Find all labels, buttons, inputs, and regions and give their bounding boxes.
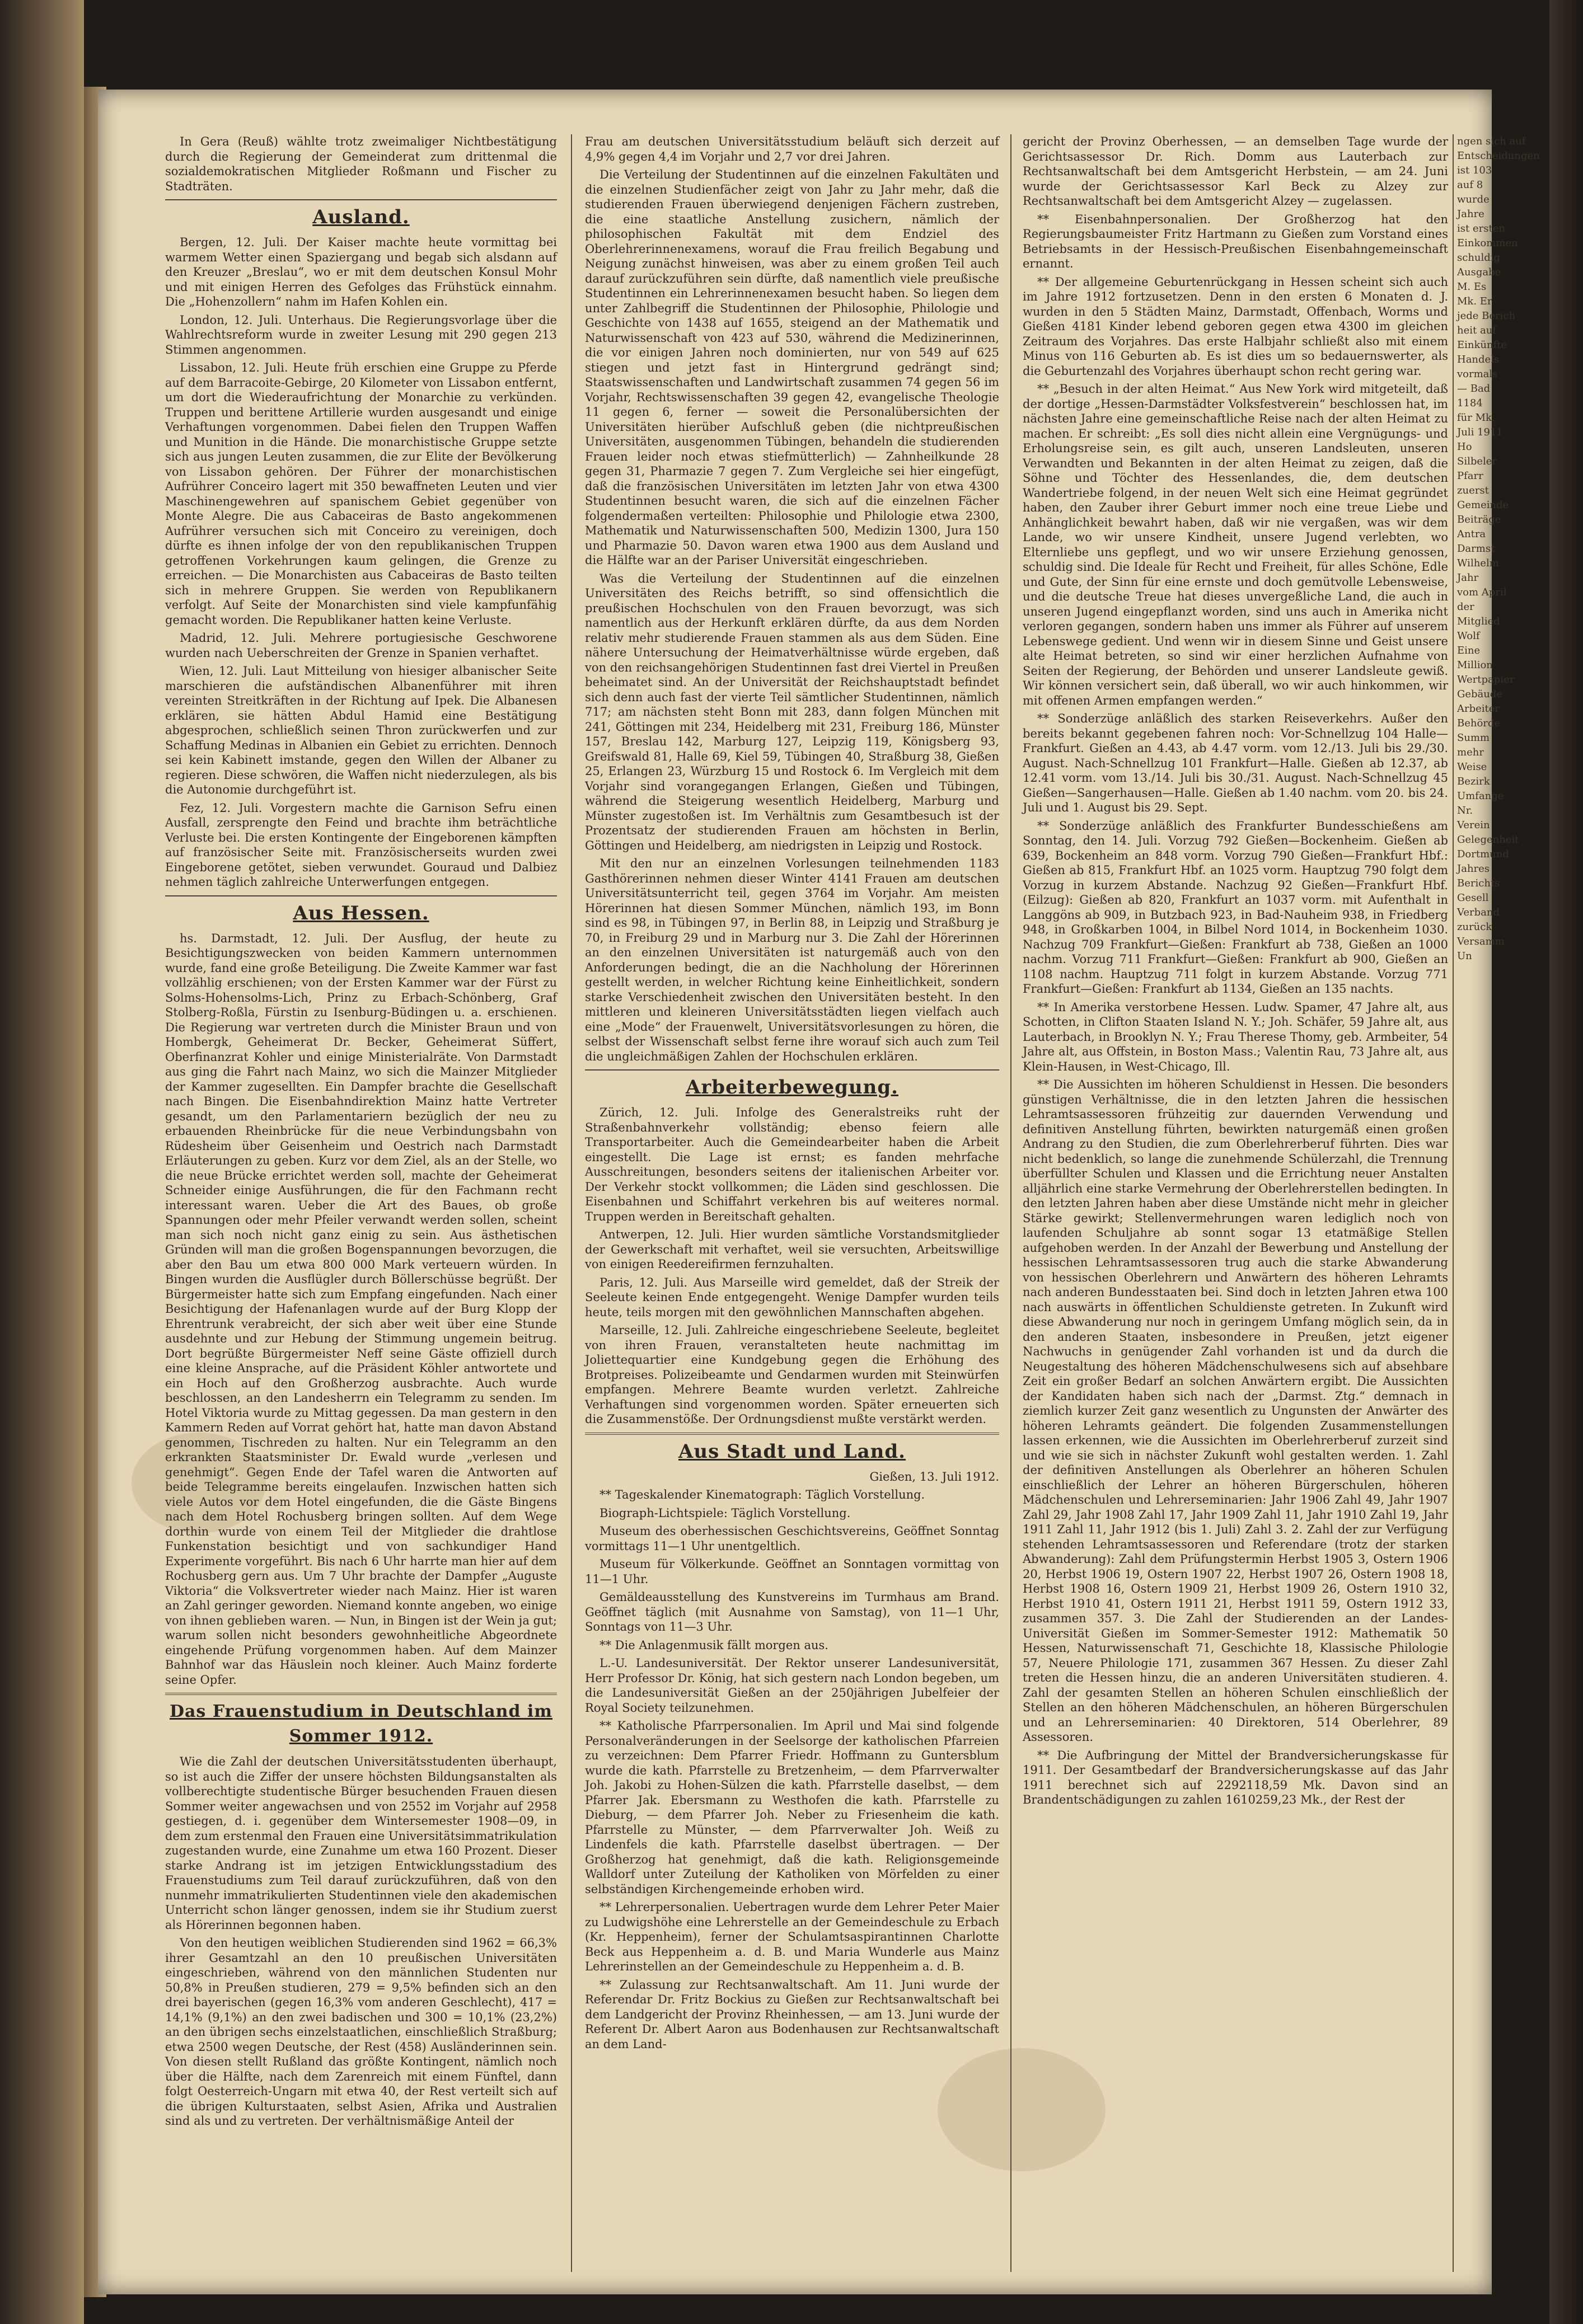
adjacent-page-line: Pfarr xyxy=(1457,470,1483,482)
adjacent-page-line: Wilhelm xyxy=(1457,557,1499,569)
news-item: ** Tageskalender Kinematograph: Täglich Vorstellung. xyxy=(600,1488,925,1501)
adjacent-page-line: Weise xyxy=(1457,761,1487,773)
section-rule xyxy=(585,1069,999,1071)
adjacent-page-line: heit auf xyxy=(1457,325,1496,336)
adjacent-page-line: wurde xyxy=(1457,194,1490,205)
adjacent-page-line: der xyxy=(1457,601,1474,613)
section-heading-stadt-und-land: Aus Stadt und Land. xyxy=(678,1440,906,1463)
news-item: ** Katholische Pfarrpersonalien. Im April und Mai sind folgende Personalveränderungen in der Seelsorge der katholischen Pfarreien zu verzeichnen: Dem Pfarrer Friedr. Hoffmann zu Guntersblum wurde die kath. Pfarrstelle zu Bretzenheim, — dem Pfarrverwalter Joh. Jakobi zu Hohen-Sülzen die kath. Pfarrstelle daselbst, — dem Pfarrer Jak. Ebersmann zu Westhofen die kath. Pfarrstelle zu Dieburg, — dem Pfarrer Joh. Neber zu Friesenheim die kath. Pfarrstelle zu Münster, — dem Pfarrverwalter Joh. Weiß zu Lindenfels die kath. Pfarrstelle daselbst übertragen. — Der Großherzog hat genehmigt, daß die kath. Religionsgemeinde Walldorf unter Zuteilung der Katholiken von Mörfelden zu einer selbständigen Kirchengemeinde erhoben wird. xyxy=(585,1719,999,1896)
adjacent-page-line: Gesell xyxy=(1457,892,1489,904)
article-paragraph: Die Verteilung der Studentinnen auf die einzelnen Fakultäten und die einzelnen Studienfächer zeigt von Jahr zu Jahr mehr, daß die studierenden Frauen überwiegend denjenigen Fächern zustreben, die eine staatliche Anstellung zusichern, nämlich der philosophischen Fakultät mit dem Endziel des Oberlehrerinnenexamens, worauf die Frau freilich Begabung und Neigung zunächst hinweisen, was aber zu einem großen Teil auch darauf zurückzuführen sein dürfte, daß namentlich viele preußische Studentinnen ein Lehrerinnenexamen besucht haben. So liegen dem unter Zahlbegriff die Studentinnen der Philosophie, Philologie und Geschichte von 1438 auf 1655, steigend an der Mathematik und Naturwissenschaft von 423 auf 530, während die Medizinerinnen, die vor einigen Jahren noch dominierten, nur von 549 auf 625 stiegen und jetzt fast in Hintergrund gedrängt sind; Staatswissenschaften und Landwirtschaft zusammen 74 gegen 56 im Vorjahr, Rechtswissenschaften 39 gegen 42, evangelische Theologie 11 gegen 6, ferner — soweit die Personalübersichten der Universitäten hierüber Aufschluß geben (die nichtpreußischen Universitäten, ausgenommen Tübingen, behandeln die studierenden Frauen leider noch etwas stiefmütterlich) — Zahnheilkunde 28 gegen 31, Pharmazie 7 gegen 7. Zum Vergleiche sei hier eingefügt, daß die französischen Universitäten im letzten Jahr von etwa 4300 Studentinnen besucht waren, die sich auf die einzelnen Fächer folgendermaßen verteilten: Philosophie und Philologie etwa 2300, Mathematik und Naturwissenschaften 500, Medizin 1300, Jura 150 und Pharmazie 50. Davon waren etwa 1900 aus dem Ausland und die Hälfte war an der Pariser Universität eingeschrieben. xyxy=(585,168,999,567)
adjacent-page-line: zurück xyxy=(1457,921,1492,933)
adjacent-page-line: vormals xyxy=(1457,368,1498,380)
news-item: ** In Amerika verstorbene Hessen. Ludw. Spamer, 47 Jahre alt, aus Schotten, in Clifton Staaten Island N. Y.; Joh. Schäfer, 59 Jahre alt, aus Lauterbach, in Brooklyn N. Y.; Frau Therese Thomy, geb. Armbeiter, 54 Jahre alt, aus Offstein, in Boston Mass.; Valentin Rau, 73 Jahre alt, aus Klein-Hausen, in West-Chicago, Ill. xyxy=(1023,1000,1448,1073)
adjacent-page-line: Summ xyxy=(1457,732,1490,744)
news-item: Fez, 12. Juli. Vorgestern machte die Garnison Sefru einen Ausfall, zersprengte den Feind und brachte ihm beträchtliche Verluste bei. Die ersten Kontingente der Eingeborenen kämpften auf französischer Seite mit. Französischerseits wurden zwei Eingeborene getötet, sieben verwundet. Gouraud und Dalbiez nehmen täglich zahlreiche Unterwerfungen entgegen. xyxy=(165,801,557,889)
adjacent-page-line: Antra xyxy=(1457,528,1486,540)
news-item: ** Der allgemeine Geburtenrückgang in Hessen scheint sich auch im Jahre 1912 fortzusetzen. Denn in den ersten 6 Monaten d. J. wurden in den 5 Städten Mainz, Darmstadt, Offenbach, Worms und Gießen 4181 Kinder lebend geboren gegen etwa 4300 im gleichen Zeitraum des Vorjahres. Das erste Halbjahr schließt also mit einem Minus von 116 Geburten ab. Es ist dies um so bedauernswerter, als die Geburtenzahl des Vorjahres überhaupt schon recht gering war. xyxy=(1023,275,1448,378)
adjacent-page-line: ngen sich auf xyxy=(1457,135,1526,147)
adjacent-page-line: Entscheidungen xyxy=(1457,150,1540,162)
news-item: Marseille, 12. Juli. Zahlreiche eingeschriebene Seeleute, begleitet von ihren Frauen, veranstalteten heute nachmittag im Joliettequartier eine Kundgebung gegen die Erhöhung des Brotpreises. Polizeibeamte und Gendarmen wurden mit Steinwürfen empfangen. Mehrere Beamte wurden verletzt. Zahlreiche Verhaftungen sind vorgenommen worden. Später erneuerten sich die Zusammenstöße. Der Ordnungsdienst mußte verstärkt werden. xyxy=(585,1323,999,1426)
adjacent-page-line: ist 103 xyxy=(1457,165,1492,176)
adjacent-page-line: Un xyxy=(1457,950,1472,962)
news-item: Bergen, 12. Juli. Der Kaiser machte heute vormittag bei warmem Wetter einen Spaziergang und begab sich alsdann auf den Kreuzer „Breslau“, wo er mit dem deutschen Konsul Mohr und mit einigen Herren des Gefolges das Frühstück einnahm. Die „Hohenzollern“ nahm im Hafen Kohlen ein. xyxy=(165,236,557,308)
news-item: ** Lehrerpersonalien. Uebertragen wurde dem Lehrer Peter Maier zu Ludwigshöhe eine Lehrerstelle an der Gemeindeschule zu Erbach (Kr. Heppenheim), ferner der Schulamtsaspirantinnen Charlotte Beck aus Heppenheim a. d. B. und Maria Wunderle aus Mainz Lehrerinstellen an der Gemeindeschule zu Heppenheim a. d. B. xyxy=(585,1900,999,1973)
column-rule xyxy=(1010,134,1011,2272)
column-3 xyxy=(1023,134,1448,1811)
news-item: L.-U. Landesuniversität. Der Rektor unserer Landesuniversität, Herr Professor Dr. König, hat sich gestern nach London begeben, um die Landesuniversität Gießen an der 250jährigen Jubelfeier der Royal Society teilzunehmen. xyxy=(585,1656,999,1715)
adjacent-page-line: Versamm xyxy=(1457,936,1505,947)
newspaper-page xyxy=(98,90,1540,2294)
article-paragraph: Mit den nur an einzelnen Vorlesungen teilnehmenden 1183 Gasthörerinnen nehmen dieser Winter 4141 Frauen am deutschen Universitätsunterricht teil, gegen 3764 im Vorjahr. Am meisten Hörerinnen hat diesen Sommer München, nämlich 193, im Bonn sind es 98, in Tübingen 97, in Berlin 88, in Leipzig und Straßburg je 70, in Freiburg 29 und in Marburg nur 3. Die Zahl der Hörerinnen an den einzelnen Universitäten ist naturgemäß auch von den Anforderungen bedingt, die an die Nachholung der Hörerinnen gestellt werden, in welcher Richtung keine Einheitlichkeit, sondern starke Verschiedenheit zwischen den Universitäten besteht. In den mittleren und kleineren Universitätsstädten liegen vielfach auch eine „Mode“ der Frauenwelt, Universitätsvorlesungen zu hören, die selbst der Wissenschaft selbst ferne ihre worauf sich auch zum Teil die ungleichmäßigen Zahlen der Hochschulen erklären. xyxy=(585,857,999,1063)
news-item: Zürich, 12. Juli. Infolge des Generalstreiks ruht der Straßenbahnverkehr vollständig; ebenso feiern alle Transportarbeiter. Auch die Gemeindearbeiter haben die Arbeit eingestellt. Die Lage ist ernst; es fanden mehrfache Ausschreitungen, besonders seitens der italienischen Arbeiter vor. Der Verkehr stockt vollkommen; die Läden sind geschlossen. Die Eisenbahnen und Schiffahrt verkehren bis auf weiteres normal. Truppen werden in Bereitschaft gehalten. xyxy=(585,1106,999,1223)
adjacent-page-line: Gebäude xyxy=(1457,688,1503,700)
news-item: ** Die Aussichten im höheren Schuldienst in Hessen. Die besonders günstigen Verhältnisse, die in den letzten Jahren die hessischen Lehramtsassessoren frühzeitig zur dauernden Verwendung und definitiven Anstellung führten, bewirkten naturgemäß einen großen Andrang zu den Studien, die zum Oberlehrerberuf führten. Dies war nicht bedenklich, so lange die zunehmende Schülerzahl, die Trennung überfüllter Schulen und Klassen und die Errichtung neuer Anstalten alljährlich eine starke Vermehrung der Oberlehrerstellen bedingten. In den letzten Jahren haben aber diese Umstände nicht mehr in gleicher Stärke gewirkt; Stellenvermehrungen waren lediglich noch von laufenden Schuljahre ab sonnt sogar 13 etatmäßige Stellen aufgehoben werden. In der Anzahl der Bewerbung und Anstellung der hessischen Lehramtsassessoren trug auch die starke Abwanderung von hessischen Oberlehrern und Anwärtern des höheren Lehramts nach anderen Bundesstaaten bei. Sind doch in letzten Jahren etwa 100 nach auswärts in öffentlichen Schuldienste getreten. In Zukunft wird diese Abwanderung nur noch in geringem Umfang möglich sein, da in den anderen Staaten, insbesondere in Preußen, jetzt eigener Nachwuchs in genügender Zahl vorhanden ist und da durch die Neugestaltung des höheren Mädchenschulwesens sich auf absehbare Zeit ein großer Bedarf an solchen Anwärtern ergibt. Die Aussichten der Kandidaten haben sich nach der „Darmst. Ztg.“ demnach in ziemlich kurzer Zeit ganz wesentlich zu Ungunsten der Anwärter des höheren Lehramts geändert. Die folgenden Zusammenstellungen lassen erkennen, wie die Aussichten im Oberlehrerberuf zurzeit sind und wie sie sich in nächster Zukunft wohl gestalten werden. 1. Zahl der definitiven Anstellungen als Oberlehrer an höheren Schulen einschließlich der Lehrer an höheren Bürgerschulen, höheren Mädchenschulen und Lehrerseminarien: Jahr 1906 Zahl 49, Jahr 1907 Zahl 29, Jahr 1908 Zahl 17, Jahr 1909 Zahl 11, Jahr 1910 Zahl 19, Jahr 1911 Zahl 11, Jahr 1912 (bis 1. Juli) Zahl 3. 2. Zahl der zur Verfügung stehenden Lehramtsassessoren und Referendare (trotz der starken Abwanderung): Zahl dem Prüfungstermin Herbst 1905 3, Ostern 1906 20, Herbst 1906 19, Ostern 1907 22, Herbst 1907 26, Ostern 1908 18, Herbst 1908 16, Ostern 1909 21, Herbst 1909 26, Ostern 1910 32, Herbst 1910 41, Ostern 1911 21, Herbst 1911 59, Ostern 1912 33, zusammen 357. 3. Die Zahl der Studierenden an der Landes-Universität Gießen im Sommer-Semester 1912: Mathematik 50 Hessen, Naturwissenschaft 71, Geschichte 18, Klassische Philologie 57, Neuere Philologie 171, zusammen 367 Hessen. Zu dieser Zahl treten die Hessen hinzu, die an anderen Universitäten studieren. 4. Zahl der gesamten Stellen an höheren Schulen einschließlich der Stellen an den höheren Mädchenschulen, an höheren Bürgerschulen und an Lehrerseminarien: 40 Direktoren, 514 Oberlehrer, 89 Assessoren. xyxy=(1023,1078,1448,1744)
adjacent-page-line: Dortmund xyxy=(1457,848,1509,860)
adjacent-page-line: Gemeinde xyxy=(1457,499,1509,511)
news-item: Museum des oberhessischen Geschichtsvereins, Geöffnet Sonntag vormittags 11—1 Uhr unentgeltlich. xyxy=(585,1524,999,1553)
intro-paragraph: In Gera (Reuß) wählte trotz zweimaliger Nichtbestätigung durch die Regierung der Gemeinderat zum drittenmal die sozialdemokratischen Mitglieder Roßmann und Fischer zu Stadträten. xyxy=(165,135,557,193)
news-item: Antwerpen, 12. Juli. Hier wurden sämtliche Vorstandsmitglieder der Gewerkschaft mit verhaftet, weil sie versuchten, Arbeitswillige von einigen Reedereifirmen fernzuhalten. xyxy=(585,1228,999,1271)
adjacent-page-line: mehr xyxy=(1457,747,1484,758)
adjacent-page-line: Silbeler xyxy=(1457,456,1497,467)
section-heading-ausland: Ausland. xyxy=(312,206,410,228)
article-paragraph: Frau am deutschen Universitätsstudium beläuft sich derzeit auf 4,9% gegen 4,4 im Vorjahr und 2,7 vor drei Jahren. xyxy=(585,135,999,163)
adjacent-page-line: M. Es xyxy=(1457,281,1487,293)
adjacent-page-line: auf 8 xyxy=(1457,179,1483,191)
news-item: Lissabon, 12. Juli. Heute früh erschien eine Gruppe zu Pferde auf dem Barracoite-Gebirge, 20 Kilometer von Lissabon entfernt, um dort die Wiederaufrichtung der Monarchie zu verkünden. Truppen und berittene Artillerie wurden ausgesandt und einige Verhaftungen vorgenommen. Dabei fielen den Truppen Waffen und Munition in die Hände. Die monarchistische Gruppe setzte sich aus jungen Leuten zusammen, die zur Elite der Bevölkerung von Lissabon gehören. Der Führer der monarchistischen Aufrührer Conceiro lagert mit 350 bewaffneten Leuten und vier Maschinengewehren auf spanischem Gebiet gegenüber von Monte Alegre. Die aus Cabaceiras de Basto angekommenen Aufrührer versuchen sich mit Conceiro zu vereinigen, doch dürfte es ihnen infolge der von den republikanischen Truppen getroffenen Vorkehrungen kaum gelingen, die Grenze zu erreichen. — Die Monarchisten aus Cabaceiras de Basto teilten sich in mehrere Gruppen. Sie werden von Republikanern verfolgt. Auf Seite der Monarchisten sind viele kampfunfähig gemacht worden. Die Republikaner hatten keine Verluste. xyxy=(165,361,557,627)
adjacent-page-line: Verein xyxy=(1457,819,1490,831)
column-rule xyxy=(571,134,572,2272)
adjacent-page-line: Jahre xyxy=(1457,208,1484,220)
adjacent-page-line: ist ersten xyxy=(1457,223,1505,234)
news-item: London, 12. Juli. Unterhaus. Die Regierungsvorlage über die Wahlrechtsreform wurde in zweiter Lesung mit 290 gegen 213 Stimmen angenommen. xyxy=(165,313,557,356)
adjacent-page-line: vom April xyxy=(1457,586,1507,598)
adjacent-page-line: Ausgabe xyxy=(1457,266,1501,278)
section-rule xyxy=(165,199,557,200)
adjacent-page-line: Berichts xyxy=(1457,877,1500,889)
adjacent-page-line: für Mk. xyxy=(1457,412,1495,424)
adjacent-page-line: Juli 1911 xyxy=(1457,426,1503,438)
news-item: ** Eisenbahnpersonalien. Der Großherzog hat den Regierungsbaumeister Fritz Hartmann zu Gießen zum Vorstand eines Betriebsamts in der Hessisch-Preußischen Eisenbahngemeinschaft ernannt. xyxy=(1023,212,1448,270)
news-item: ** Sonderzüge anläßlich des Frankfurter Bundesschießens am Sonntag, den 14. Juli. Vorzug 792 Gießen—Bockenheim. Gießen ab 639, Bockenheim an 848 vorm. Vorzug 790 Gießen—Frankfurt Hbf.: Gießen ab 815, Frankfurt Hbf. an 1025 vorm. Hauptzug 790 folgt dem Vorzug in kurzem Abstande. Nachzug 92 Gießen—Frankfurt Hbf. (Eilzug): Gießen ab 820, Frankfurt an 1037 vorm. mit Aufenthalt in Langgöns ab 909, in Butzbach 923, in Bad-Nauheim 938, in Friedberg 948, in Großkarben 1004, in Bilbel Nord 1014, in Bockenheim 1030. Nachzug 709 Frankfurt—Gießen: Frankfurt ab 738, Gießen an 1000 nachm. Vorzug 711 Frankfurt—Gießen: Frankfurt ab 900, Gießen an 1108 nachm. Hauptzug 711 folgt in kurzem Abstande. Vorzug 771 Frankfurt—Gießen: Frankfurt ab 1134, Gießen an 135 nachts. xyxy=(1023,819,1448,996)
adjacent-page-line: Ho xyxy=(1457,441,1472,453)
section-rule xyxy=(585,1433,999,1435)
adjacent-page-strip xyxy=(1453,134,1540,2272)
adjacent-page-line: Bezirk xyxy=(1457,776,1490,787)
adjacent-page-line: Verband xyxy=(1457,907,1500,918)
adjacent-page-line: 1184 xyxy=(1457,397,1483,409)
news-item: ** Zulassung zur Rechtsanwaltschaft. Am 11. Juni wurde der Referendar Dr. Fritz Bockius zu Gießen zur Rechtsanwaltschaft bei dem Landgericht der Provinz Rheinhessen, — am 13. Juni wurde der Referent Dr. Albert Aaron aus Bodenhausen zur Rechtsanwaltschaft an dem Land- xyxy=(585,1978,999,2051)
article-heading-frauenstudium: Das Frauenstudium in Deutschland im Sommer 1912. xyxy=(169,1702,553,1746)
adjacent-page-line: Mitglied xyxy=(1457,616,1500,627)
adjacent-page-line: schuldig xyxy=(1457,252,1501,264)
dateline: Gießen, 13. Juli 1912. xyxy=(869,1469,999,1483)
scan-background-right xyxy=(1549,0,1583,2324)
adjacent-page-line: Umfange xyxy=(1457,790,1504,802)
news-item: gericht der Provinz Oberhessen, — an demselben Tage wurde der Gerichtsassessor Dr. Rich. Domm aus Lauterbach zur Rechtsanwaltschaft bei dem Amtsgericht Herbstein, — am 24. Juni wurde der Gerichtsassessor Karl Beck zu Alzey zur Rechtsanwaltschaft bei dem Amtsgericht Alzey — zugelassen. xyxy=(1023,135,1448,208)
column-2 xyxy=(585,134,999,2055)
adjacent-page-line: Eine xyxy=(1457,645,1481,656)
article-paragraph: Wie die Zahl der deutschen Universitätsstudenten überhaupt, so ist auch die Ziffer der unsere höchsten Bildungsanstalten als vollberechtigte studentische Bürger besuchenden Frauen diesen Sommer weiter angewachsen und von 2552 im Vorjahr auf 2958 gestiegen, d. i. gegenüber dem Wintersemester 1908—09, in dem zum erstenmal den Frauen eine Universitätsimmatrikulation zugestanden wurde, eine Zunahme um etwa 160 Prozent. Dieser starke Andrang ist im jetzigen Entwicklungsstadium des Frauenstudiums zum Teil darauf zurückzuführen, daß von den nunmehr immatrikulierten Studentinnen viele den akademischen Unterricht schon länger genossen, indem sie ihr Studium zuerst als Hörerinnen begonnen haben. xyxy=(165,1755,557,1932)
adjacent-page-line: Handels xyxy=(1457,354,1500,365)
adjacent-page-line: Darmst xyxy=(1457,543,1495,555)
news-item: hs. Darmstadt, 12. Juli. Der Ausflug, der heute zu Besichtigungszwecken von beiden Kammern unternommen wurde, fand eine große Beteiligung. Die Zweite Kammer war fast vollzählig erschienen; von der Ersten Kammer war der Fürst zu Solms-Hohensolms-Lich, Prinz zu Erbach-Schönberg, Graf Stolberg-Roßla, Fürstin zu Isenburg-Büdingen u. a. erschienen. Die Regierung war vertreten durch die Minister Braun und von Hombergk, Geheimerat Dr. Becker, Geheimerat Süffert, Oberfinanzrat Kohler und einige Ministerialräte. Von Darmstadt aus ging die Fahrt nach Mainz, wo sich die Mainzer Mitglieder der Kammer zugesellten. Ein Dampfer brachte die Gesellschaft nach Bingen. Die Eisenbahndirektion Mainz hatte Vertreter gesandt, um den Parlamentariern bezüglich der neu zu erbauenden Rheinbrücke für die neue Verbindungsbahn von Rüdesheim über Geisenheim und Oestrich nach Darmstadt Erläuterungen zu geben. Kurz vor dem Ziel, als an der Stelle, wo die neue Brücke errichtet werden soll, machte der Geheimerat Schneider einige Ausführungen, die für den Fachmann recht interessant waren. Ueber die Art des Baues, ob große Spannungen oder mehr Pfeiler verwandt werden sollen, scheint man sich noch nicht ganz einig zu sein. Aus ästhetischen Gründen will man die großen Bogenspannungen bevorzugen, die aber den Bau um etwa 800 000 Mark verteuern würden. In Bingen wurden die Ausflügler durch Böllerschüsse begrüßt. Der Bürgermeister hatte sich zum Empfang eingefunden. Nach einer Besichtigung der Hafenanlagen wurde auf der Burg Klopp der Ehrentrunk verabreicht, der sich aber weit über eine Stunde ausdehnte und zur Hebung der Stimmung ungemein beitrug. Dort begrüßte Bürgermeister Neff seine Gäste offiziell durch eine kleine Ansprache, auf die Präsident Köhler antwortete und ein Hoch auf den Großherzog ausbrachte. Auch wurde beschlossen, an den Landesherrn ein Telegramm zu senden. Im Hotel Viktoria wurde zu Mittag gegessen. Da man gestern in den Kammern Reden auf Vorrat gehört hat, hatte man davon Abstand genommen, Tischreden zu halten. Nur ein Telegramm an den erkrankten Staatsminister Dr. Ewald wurde „verlesen und genehmigt“. Gegen Ende der Tafel waren die Antworten auf beide Telegramme bereits eingelaufen. Inzwischen hatten sich viele Autos vor dem Hotel eingefunden, die die Gäste Bingens nach dem Hotel Rochusberg bringen sollten. Auf dem Wege dorthin wurde von einem Teil der Mitglieder die drahtlose Funkenstation besichtigt und von sachkundiger Hand Experimente vorgeführt. Bis nach 6 Uhr harrte man hier auf dem Rochusberg gern aus. Um 7 Uhr brachte der Dampfer „Auguste Viktoria“ die Volksvertreter wieder nach Mainz. Hier ist waren an Zahl geringer geworden. Niemand konnte angeben, wo einige von ihnen geblieben waren. — Nun, in Bingen ist der Wein ja gut; warum sollen nicht besonders gewohnheitliche Abgeordnete eingehende Prüfung vorgenommen haben. Auf dem Mainzer Bahnhof war das Häuslein noch kleiner. Auch Mainz forderte seine Opfer. xyxy=(165,931,557,1687)
adjacent-page-line: Million xyxy=(1457,659,1493,671)
adjacent-page-line: Beiträge xyxy=(1457,514,1501,525)
news-item: ** Die Aufbringung der Mittel der Brandversicherungskasse für 1911. Der Gesamtbedarf der Brandversicherungskasse auf das Jahr 1911 berechnet sich auf 2292118,59 Mk. Davon sind an Brandentschädigungen zu zahlen 1610259,23 Mk., der Rest der xyxy=(1023,1748,1448,1806)
adjacent-page-line: — Bad xyxy=(1457,383,1491,395)
section-heading-hessen: Aus Hessen. xyxy=(293,902,429,924)
column-1 xyxy=(165,134,557,2132)
news-item: ** Sonderzüge anläßlich des starken Reiseverkehrs. Außer den bereits bekannt gegebenen fahren noch: Vor-Schnellzug 104 Halle—Frankfurt. Gießen an 4.43, ab 4.47 vorm. vom 12./13. Juli bis 29./30. August. Nach-Schnellzug 101 Frankfurt—Halle. Gießen ab 12.37, ab 12.41 vorm. vom 13./14. Juli bis 30./31. August. Nach-Schnellzug 45 Gießen—Sangerhausen—Halle. Gießen ab 1.40 nachm. vom 20. bis 24. Juli und 1. August bis 29. Sept. xyxy=(1023,712,1448,814)
adjacent-page-line: Mk. Er xyxy=(1457,295,1492,307)
article-paragraph: Was die Verteilung der Studentinnen auf die einzelnen Universitäten des Reichs betrifft, so sind offensichtlich die preußischen Hochschulen von den Frauen bevorzugt, was sich namentlich aus der Herkunft erklären dürfte, da aus dem Norden relativ mehr studierende Frauen stammen als aus dem Süden. Eine nähere Untersuchung der Heimatverhältnisse würde ergeben, daß von den reichsangehörigen Studentinnen fast drei Viertel in Preußen beheimatet sind. An der Universität der Reichshauptstadt befindet sich denn auch fast der vierte Teil sämtlicher Studentinnen, nämlich 717; am nächsten steht Bonn mit 283, dann folgen München mit 241, Göttingen mit 234, Heidelberg mit 231, Freiburg 186, Münster 157, Breslau 142, Marburg 127, Leipzig 119, Königsberg 93, Greifswald 81, Halle 69, Kiel 59, Tübingen 40, Straßburg 38, Gießen 25, Erlangen 23, Würzburg 15 und Rostock 6. Im Vergleich mit dem Vorjahr sind vorangegangen Erlangen, Gießen und Tübingen, während die Steigerung wesentlich Heidelberg, Marburg und Münster zugestoßen ist. Im Verhältnis zum Gesamtbesuch ist der Prozentsatz der studierenden Frauen am höchsten in Berlin, Göttingen und Heidelberg, am niedrigsten in Leipzig und Rostock. xyxy=(585,571,999,852)
news-item: ** „Besuch in der alten Heimat.“ Aus New York wird mitgeteilt, daß der dortige „Hessen-Darmstädter Volksfestverein“ beschlossen hat, im nächsten Jahre eine gemeinschaftliche Reise nach der alten Heimat zu machen. Er schreibt: „Es soll dies nicht allein eine Vergnügungs- und Erholungsreise sein, es gilt auch, unseren Landsleuten, unseren Verwandten und Bekannten in der alten Heimat zu zeigen, daß die Söhne und Töchter des Hessenlandes, die, dem deutschen Wandertriebe folgend, in der neuen Welt sich eine Heimat gegründet haben, den Zauber ihrer Geburt immer noch eine treue Liebe und Anhänglichkeit bewahrt haben, daß wir nie vergaßen, was wir dem Lande, wo wir unsere Kindheit, unsere Jugend verlebten, wo Elternliebe uns gepflegt, und wo wir unsere Erziehung genossen, schuldig sind. Die Ideale für Recht und Freiheit, für alles Schöne, Edle und Gute, der Sinn für eine ernste und doch gemütvolle Lebensweise, und die deutsche Treue hat dieses unvergeßliche Land, die auch in unseren Jugend eingepflanzt worden, sind uns auch in Amerika nicht verloren gegangen, sondern haben uns immer als Führer auf unserem Lebenswege gedient. Und wenn wir in diesem Sinne und Geist unsere alte Heimat betreten, so sind wir einer herzlichen Aufnahme von Seiten der Regierung, der Behörden und unserer Landsleute gewiß. Wir können versichert sein, daß überall, wo wir auch hinkommen, wir mit offenen Armen empfangen werden.“ xyxy=(1023,382,1448,707)
article-paragraph: Von den heutigen weiblichen Studierenden sind 1962 = 66,3% ihrer Gesamtzahl an den 10 preußischen Universitäten eingeschrieben, während von den männlichen Studenten nur 50,8% in Preußen studieren, 279 = 9,5% befinden sich an den drei bayerischen (gegen 16,3% vom anderen Geschlecht), 417 = 14,1% (9,1%) an den zwei badischen und 300 = 10,1% (23,2%) an den übrigen sechs einzelstaatlichen, einschließlich Straßburg; etwa 2500 wegen Deutsche, der Rest (458) Ausländerinnen sein. Von diesen stellt Rußland das größte Kontingent, nämlich noch über die Hälfte, nach dem Zarenreich mit einem Fünftel, dann folgt Oesterreich-Ungarn mit etwa 40, der Rest verteilt sich auf die übrigen Kulturstaaten, selbst Asien, Afrika und Australien sind als und zu vertreten. Der verhältnismäßige Anteil der xyxy=(165,1936,557,2128)
adjacent-page-line: Gelegenheit xyxy=(1457,834,1519,846)
news-item: Paris, 12. Juli. Aus Marseille wird gemeldet, daß der Streik der Seeleute keinen Ende entgegengeht. Wenige Dampfer wurden teils heute, teils morgen mit den gewöhnlichen Mannschaften abgehen. xyxy=(585,1275,999,1319)
adjacent-page-line: Wolf xyxy=(1457,630,1480,642)
news-item: Biograph-Lichtspiele: Täglich Vorstellung. xyxy=(600,1506,851,1520)
adjacent-page-line: Arbeiter xyxy=(1457,703,1500,715)
adjacent-page-line: jede Berich xyxy=(1457,310,1516,322)
adjacent-page-line: Jahres xyxy=(1457,863,1490,875)
section-rule xyxy=(165,895,557,896)
news-item: Madrid, 12. Juli. Mehrere portugiesische Geschworene wurden nach Ueberschreiten der Grenze in Spanien verhaftet. xyxy=(165,631,557,660)
adjacent-page-line: zuerst xyxy=(1457,485,1489,496)
adjacent-page-line: Jahr xyxy=(1457,572,1479,584)
adjacent-page-line: Einkünfte xyxy=(1457,339,1507,351)
news-item: ** Die Anlagenmusik fällt morgen aus. xyxy=(600,1638,828,1652)
news-item: Gemäldeausstellung des Kunstvereins im Turmhaus am Brand. Geöffnet täglich (mit Ausnahme von Samstag), von 11—1 Uhr, Sonntags von 11—3 Uhr. xyxy=(585,1590,999,1633)
adjacent-page-line: Nr. xyxy=(1457,805,1473,816)
paper-stain xyxy=(938,2048,1106,2171)
adjacent-page-line: Wertpapier xyxy=(1457,674,1515,686)
news-item: Museum für Völkerkunde. Geöffnet an Sonntagen vormittag von 11—1 Uhr. xyxy=(585,1557,999,1586)
adjacent-page-line: Einkommen xyxy=(1457,237,1518,249)
news-item: Wien, 12. Juli. Laut Mitteilung von hiesiger albanischer Seite marschieren die aufständischen Albanenführer mit ihren vereinten Streitkräften in der Richtung auf Ipek. Die Albanesen erklären, sie hätten Abdul Hamid eine Bestätigung abgesprochen, schließlich seinen Thron zurückwerfen und zur Schaffung Medinas in Albanien ein Gebiet zu errichten. Dennoch sei kein Kabinett imstande, gegen den Willen der Albaner zu regieren. Diese schwören, die Waffen nicht niederzulegen, als bis die Autonomie durchgeführt ist. xyxy=(165,664,557,796)
scan-background-left xyxy=(0,0,84,2324)
adjacent-page-line: Behörde xyxy=(1457,717,1501,729)
section-rule xyxy=(165,1693,557,1695)
section-heading-arbeiterbewegung: Arbeiterbewegung. xyxy=(686,1076,898,1098)
